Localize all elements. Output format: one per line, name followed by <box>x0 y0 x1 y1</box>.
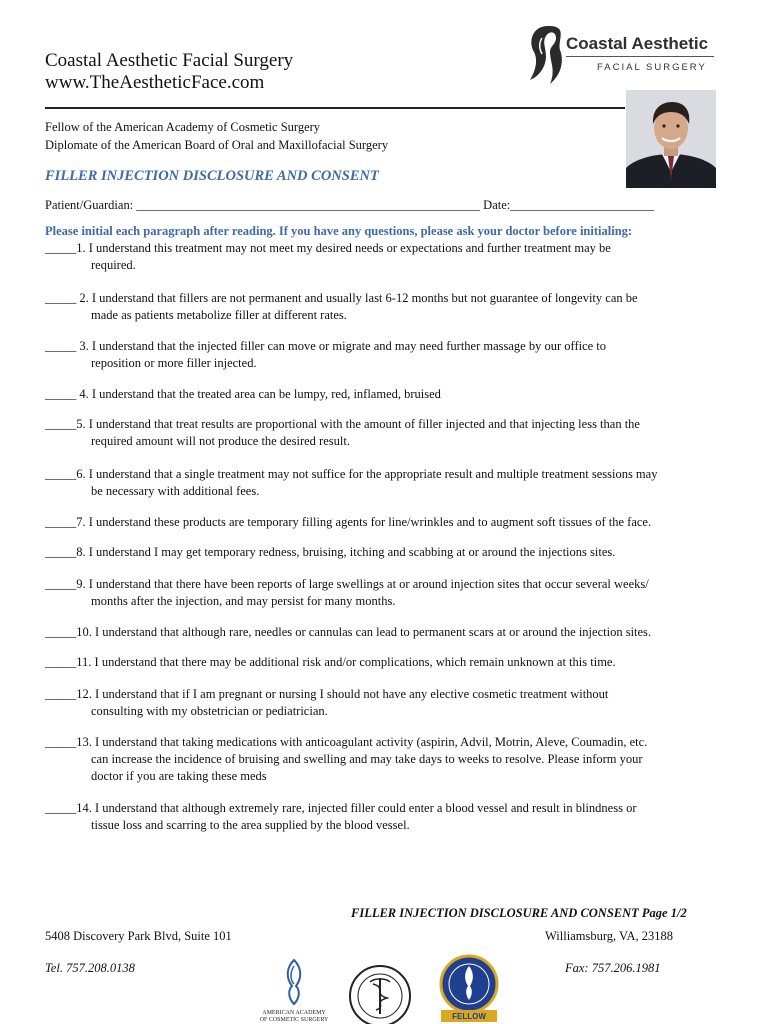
logo-divider <box>566 56 714 57</box>
consent-item-text: 1. I understand this treatment may not meet my desired needs or expectations and further treatment may be <box>76 241 611 255</box>
consent-item-text: 7. I understand these products are temporary filling agents for line/wrinkles and to augment soft tissues of the face. <box>76 515 652 529</box>
consent-item-text: 14. I understand that although extremely rare, injected filler could enter a blood vessel and result in blindness or <box>76 801 637 815</box>
form-title: FILLER INJECTION DISCLOSURE AND CONSENT <box>45 168 379 184</box>
initial-blank[interactable]: _____ <box>45 801 77 815</box>
consent-item-continuation: doctor if you are taking these meds <box>91 769 267 783</box>
initial-blank[interactable]: _____ <box>45 687 77 701</box>
initial-blank[interactable]: _____ <box>45 655 77 669</box>
consent-item-text: 4. I understand that the treated area can be lumpy, red, inflamed, bruised <box>79 387 441 401</box>
footer-fax: Fax: 757.206.1981 <box>565 961 661 975</box>
initial-blank[interactable]: _____ <box>45 515 77 529</box>
consent-item-continuation: can increase the incidence of bruising and swelling and may take days to weeks to resolve. Please inform your <box>91 752 643 766</box>
credential-fellow: Fellow of the American Academy of Cosmetic Surgery <box>45 120 321 134</box>
doctor-photo <box>626 90 716 188</box>
initial-blank[interactable]: _____ <box>45 625 77 639</box>
board-seal-icon <box>340 956 420 1024</box>
consent-item-text: 12. I understand that if I am pregnant or nursing I should not have any elective cosmetic treatment without <box>76 687 609 701</box>
consent-item-text: 10. I understand that although rare, needles or cannulas can lead to permanent scars at or around the injection sites. <box>76 625 652 639</box>
consent-item-text: 11. I understand that there may be additional risk and/or complications, which remain unknown at this time. <box>76 655 616 669</box>
credentials <box>45 118 388 154</box>
practice-website[interactable]: www.TheAestheticFace.com <box>45 72 265 93</box>
consent-item-text: 9. I understand that there have been reports of large swellings at or around injection sites that occur several weeks/ <box>76 577 649 591</box>
initial-blank[interactable]: _____ <box>45 241 77 255</box>
fellow-badge-icon <box>433 952 505 1024</box>
consent-item-text: 2. I understand that fillers are not permanent and usually last 6-12 months but not guarantee of longevity can be <box>79 291 638 305</box>
svg-text:AMERICAN ACADEMY: AMERICAN ACADEMY <box>262 1010 326 1016</box>
patient-line[interactable] <box>45 198 654 213</box>
consent-item-text: 8. I understand I may get temporary redness, bruising, itching and scabbing at or around the injections sites. <box>76 545 616 559</box>
credential-diplomate: Diplomate of the American Board of Oral and Maxillofacial Surgery <box>45 138 389 152</box>
initial-blank[interactable]: _____ <box>45 735 77 749</box>
initial-blank[interactable]: _____ <box>45 577 77 591</box>
consent-item-continuation: be necessary with additional fees. <box>91 484 260 498</box>
initial-blank[interactable]: _____ <box>45 339 80 353</box>
initial-blank[interactable]: _____ <box>45 467 77 481</box>
footer-city: Williamsburg, VA, 23188 <box>545 929 673 943</box>
consent-item <box>45 686 735 720</box>
initial-blank[interactable]: _____ <box>45 387 80 401</box>
consent-item-continuation: required amount will not produce the desired result. <box>91 434 350 448</box>
consent-item <box>45 624 735 641</box>
consent-item <box>45 386 735 403</box>
initial-blank[interactable]: _____ <box>45 417 77 431</box>
consent-item-text: 13. I understand that taking medications with anticoagulant activity (aspirin, Advil, Motrin, Aleve, Coumadin, etc. <box>76 735 648 749</box>
initial-blank[interactable]: _____ <box>45 545 77 559</box>
initial-blank[interactable]: _____ <box>45 291 80 305</box>
consent-item <box>45 800 735 834</box>
consent-item <box>45 466 735 500</box>
aacs-logo-icon <box>258 956 330 1024</box>
consent-item-text: 3. I understand that the injected filler can move or migrate and may need further massage by our office to <box>79 339 607 353</box>
consent-item <box>45 338 735 372</box>
consent-item-continuation: consulting with my obstetrician or pediatrician. <box>91 704 328 718</box>
practice-header <box>45 50 293 94</box>
svg-text:OF COSMETIC SURGERY: OF COSMETIC SURGERY <box>259 1017 329 1023</box>
consent-item-continuation: required. <box>91 258 136 272</box>
practice-name: Coastal Aesthetic Facial Surgery <box>45 50 294 71</box>
fellow-badge-label: FELLOW <box>452 1012 486 1021</box>
footer-phone[interactable]: Tel. 757.208.0138 <box>45 961 135 975</box>
consent-item <box>45 240 735 274</box>
logo-subtitle: FACIAL SURGERY <box>597 62 707 73</box>
consent-item <box>45 576 735 610</box>
consent-item-text: 6. I understand that a single treatment may not suffice for the appropriate result and multiple treatment sessions may <box>76 467 658 481</box>
instructions: Please initial each paragraph after reading. If you have any questions, please ask your doctor before initialing: <box>45 224 633 238</box>
date-field[interactable]: Date:_______________________ <box>483 198 654 212</box>
consent-item <box>45 734 735 785</box>
logo-wordmark: Coastal Aesthetic <box>566 34 709 53</box>
footer-address: 5408 Discovery Park Blvd, Suite 101 <box>45 929 232 943</box>
footer-page-title: FILLER INJECTION DISCLOSURE AND CONSENT Page 1/2 <box>351 906 687 920</box>
consent-item-continuation: months after the injection, and may persist for many months. <box>91 594 396 608</box>
consent-item <box>45 544 735 561</box>
consent-item <box>45 514 735 531</box>
consent-item-continuation: made as patients metabolize filler at different rates. <box>91 308 347 322</box>
consent-item-continuation: tissue loss and scarring to the area supplied by the blood vessel. <box>91 818 410 832</box>
header-divider <box>45 107 625 109</box>
consent-item-text: 5. I understand that treat results are proportional with the amount of filler injected and that injecting less than the <box>76 417 640 431</box>
consent-item-continuation: reposition or more filler injected. <box>91 356 257 370</box>
consent-item <box>45 654 735 671</box>
patient-guardian-field[interactable]: Patient/Guardian: _______________________________________________________ <box>45 198 481 212</box>
consent-item <box>45 290 735 324</box>
consent-item <box>45 416 735 450</box>
